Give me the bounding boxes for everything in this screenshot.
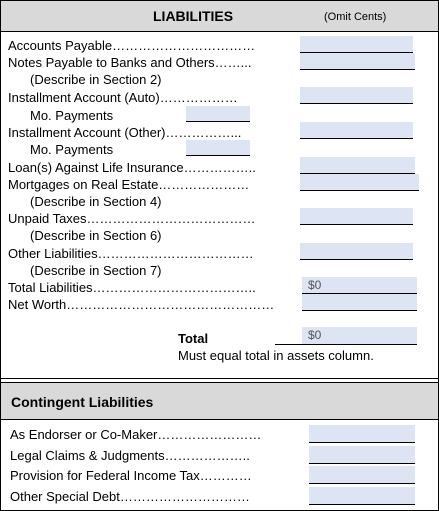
net-worth-field[interactable] <box>302 294 417 311</box>
installment-auto-field[interactable] <box>300 87 413 104</box>
net-worth-label: Net Worth………………………………………… <box>8 297 275 312</box>
total-value: $0 <box>302 327 417 344</box>
mo-payments-other-label: Mo. Payments <box>30 142 114 157</box>
accounts-payable-label: Accounts Payable…………………………… <box>8 38 256 53</box>
legal-claims-label: Legal Claims & Judgments……………….. <box>10 448 250 463</box>
liabilities-header <box>1 1 438 32</box>
other-liabilities-field[interactable] <box>300 243 413 260</box>
mo-payments-auto-field[interactable] <box>186 106 250 122</box>
accounts-payable-field[interactable] <box>300 36 413 53</box>
total-note: Must equal total in assets column. <box>178 348 374 363</box>
legal-claims-field[interactable] <box>309 446 415 464</box>
omit-cents-note: (Omit Cents) <box>324 11 387 23</box>
federal-tax-label: Provision for Federal Income Tax………… <box>10 468 252 483</box>
installment-other-label: Installment Account (Other)……………... <box>8 125 242 140</box>
notes-payable-field[interactable] <box>300 53 415 70</box>
endorser-field[interactable] <box>309 425 415 443</box>
special-debt-field[interactable] <box>309 487 415 505</box>
unpaid-taxes-field[interactable] <box>300 208 413 225</box>
taxes-describe-label: (Describe in Section 6) <box>30 228 162 243</box>
total-liabilities-label: Total Liabilities……………………………….. <box>8 280 256 295</box>
installment-auto-label: Installment Account (Auto)……………… <box>8 90 238 105</box>
contingent-header <box>1 382 438 420</box>
endorser-label: As Endorser or Co-Maker…………………… <box>10 427 262 442</box>
special-debt-label: Other Special Debt………………………… <box>10 489 250 504</box>
unpaid-taxes-label: Unpaid Taxes………………………………… <box>8 211 256 226</box>
loans-life-insurance-label: Loan(s) Against Life Insurance…………….. <box>8 160 256 175</box>
total-liabilities-value: $0 <box>302 277 417 294</box>
liabilities-title: LIABILITIES <box>153 8 234 24</box>
total-underline <box>275 344 417 345</box>
federal-tax-field[interactable] <box>309 466 415 484</box>
contingent-title: Contingent Liabilities <box>11 394 154 410</box>
mo-payments-auto-label: Mo. Payments <box>30 108 114 123</box>
other-describe-label: (Describe in Section 7) <box>30 263 162 278</box>
mortgages-field[interactable] <box>300 174 419 191</box>
other-liabilities-label: Other Liabilities……………………………… <box>8 246 254 261</box>
total-label: Total <box>178 331 209 346</box>
installment-other-field[interactable] <box>300 122 413 139</box>
mortgages-label: Mortgages on Real Estate………………… <box>8 177 250 192</box>
mortgages-describe-label: (Describe in Section 4) <box>30 194 162 209</box>
loans-life-insurance-field[interactable] <box>300 157 415 174</box>
notes-payable-label: Notes Payable to Banks and Others……... <box>8 55 252 70</box>
mo-payments-other-field[interactable] <box>186 140 250 156</box>
notes-describe-label: (Describe in Section 2) <box>30 72 162 87</box>
